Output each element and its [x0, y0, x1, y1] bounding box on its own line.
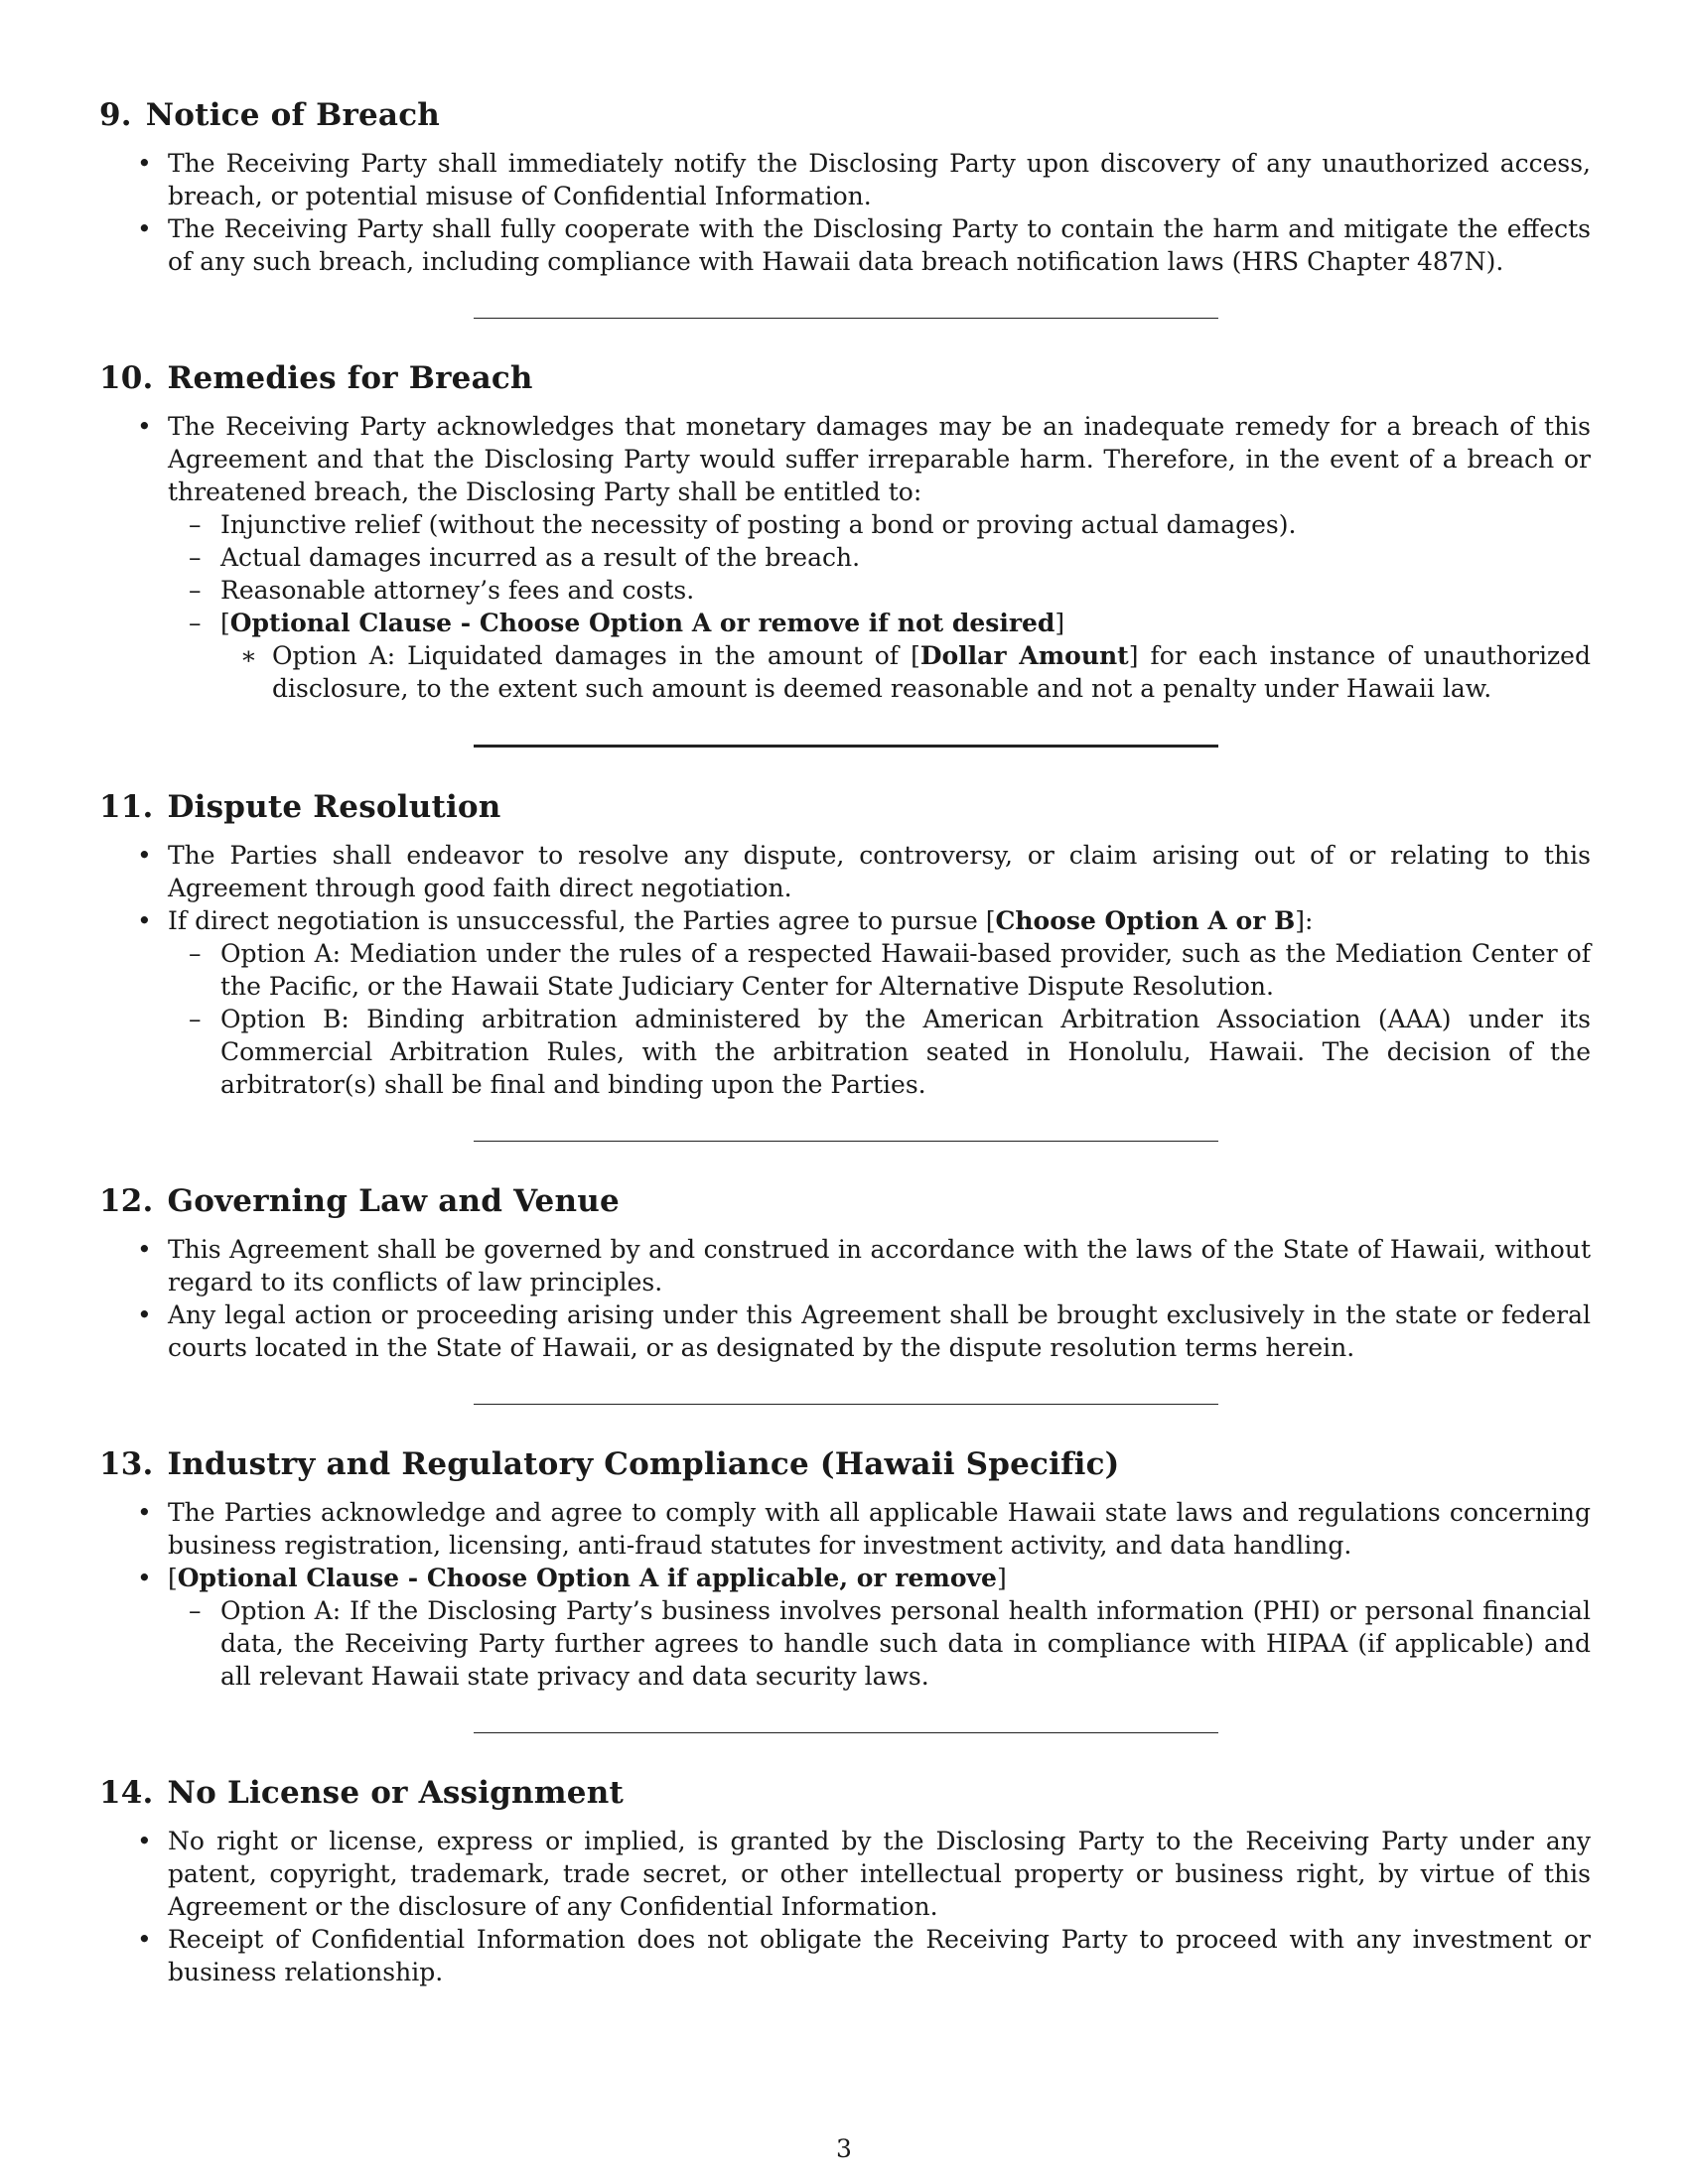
- list-item-text: The Receiving Party acknowledges that monetary damages may be an inadequate remedy for a breach of this Agreement and that the Disclosing Party would suffer irreparable harm. Therefore, in the event of a breach or threatened breach, the Disclosing Party shall be entitled to:: [168, 412, 1591, 506]
- bullet-list: [99, 1233, 1591, 1364]
- sub-list: [160, 1594, 1591, 1693]
- section-number: 14.: [99, 1775, 154, 1811]
- optional-clause-label: Optional Clause - Choose Option A or remove if not desired: [229, 609, 1055, 637]
- section-divider: [474, 1732, 1218, 1733]
- sub-list-item: – Injunctive relief (without the necessity of posting a bond or proving actual damages).: [160, 508, 1591, 541]
- list-item: • If direct negotiation is unsuccessful, the Parties agree to pursue [Choose Option A or B]: – Option A: Mediation under the rules of a respected Hawaii-based provider, such as the Mediation Center of the Pacific, or the Hawaii State Judiciary Center for Alternative Dispute Resolution. – Option B: Binding arbitration administered by the American Arbitration Association (AAA) under its Commercial Arbitration Rules, with the arbitration seated in Honolulu, Hawaii. The decision of the arbitrator(s) shall be final and binding upon the Parties.: [99, 904, 1591, 1101]
- sub-sub-list-item: ∗ Option A: Liquidated damages in the amount of [Dollar Amount] for each instance of unauthorized disclosure, to the extent such amount is deemed reasonable and not a penalty under Hawaii law.: [220, 639, 1591, 705]
- option-text: Option A: Liquidated damages in the amount of: [272, 641, 912, 670]
- section-heading: [99, 1181, 1591, 1221]
- section-divider: [474, 1141, 1218, 1142]
- section-heading: [99, 1444, 1591, 1484]
- section-dispute-resolution: [99, 787, 1591, 1101]
- section-number: 10.: [99, 360, 154, 396]
- section-heading: [99, 1773, 1591, 1813]
- list-item: • The Receiving Party shall fully cooperate with the Disclosing Party to contain the harm and mitigate the effects of any such breach, including compliance with Hawaii data breach notification laws (HRS Chapter 487N).: [99, 212, 1591, 278]
- bullet-list: [99, 1825, 1591, 1988]
- section-number: 13.: [99, 1446, 154, 1482]
- list-item: • The Parties shall endeavor to resolve any dispute, controversy, or claim arising out of or relating to this Agreement through good faith direct negotiation.: [99, 839, 1591, 904]
- option-text: for each instance of unauthorized disclosure, to the extent such amount is deemed reasonable and not a penalty under Hawaii law.: [272, 641, 1591, 703]
- section-divider: [474, 1404, 1218, 1405]
- sub-list: [160, 937, 1591, 1101]
- section-notice-of-breach: [99, 95, 1591, 278]
- list-item-text: If direct negotiation is unsuccessful, the Parties agree to pursue: [168, 906, 986, 935]
- section-divider: [474, 745, 1218, 748]
- optional-clause-label: Optional Clause - Choose Option A if applicable, or remove: [177, 1564, 997, 1592]
- sub-list-item: – Actual damages incurred as a result of the breach.: [160, 541, 1591, 574]
- sub-list: [160, 508, 1591, 705]
- sub-list-item: – Option B: Binding arbitration administered by the American Arbitration Association (AAA) under its Commercial Arbitration Rules, with the arbitration seated in Honolulu, Hawaii. The decision of the arbitrator(s) shall be final and binding upon the Parties.: [160, 1003, 1591, 1101]
- section-number: 12.: [99, 1183, 154, 1219]
- sub-list-item: – Reasonable attorney’s fees and costs.: [160, 574, 1591, 607]
- list-item: • No right or license, express or implied, is granted by the Disclosing Party to the Receiving Party under any patent, copyright, trademark, trade secret, or other intellectual property or business right, by virtue of this Agreement or the disclosure of any Confidential Information.: [99, 1825, 1591, 1923]
- sub-list-item: – [Optional Clause - Choose Option A or remove if not desired] ∗ Option A: Liquidated damages in the amount of [Dollar Amount] for each instance of unauthorized disclosure, to the extent such amount is deemed reasonable and not a penalty under Hawaii law.: [160, 607, 1591, 705]
- sub-list-item: – Option A: Mediation under the rules of a respected Hawaii-based provider, such as the Mediation Center of the Pacific, or the Hawaii State Judiciary Center for Alternative Dispute Resolution.: [160, 937, 1591, 1003]
- bullet-list: [99, 839, 1591, 1101]
- list-item: • Any legal action or proceeding arising under this Agreement shall be brought exclusively in the state or federal courts located in the State of Hawaii, or as designated by the dispute resolution terms herein.: [99, 1298, 1591, 1364]
- section-heading: [99, 95, 1591, 135]
- section-title: Dispute Resolution: [167, 789, 501, 825]
- section-heading: [99, 358, 1591, 398]
- section-title: Industry and Regulatory Compliance (Hawaii Specific): [167, 1446, 1120, 1482]
- list-item: • The Receiving Party shall immediately notify the Disclosing Party upon discovery of any unauthorized access, breach, or potential misuse of Confidential Information.: [99, 147, 1591, 212]
- section-title: Notice of Breach: [145, 97, 441, 133]
- section-title: Governing Law and Venue: [167, 1183, 620, 1219]
- list-item: • This Agreement shall be governed by and construed in accordance with the laws of the State of Hawaii, without regard to its conflicts of law principles.: [99, 1233, 1591, 1298]
- section-title: Remedies for Breach: [167, 360, 533, 396]
- list-item: • Receipt of Confidential Information does not obligate the Receiving Party to proceed with any investment or business relationship.: [99, 1923, 1591, 1988]
- section-number: 11.: [99, 789, 154, 825]
- sub-list-item: – Option A: If the Disclosing Party’s business involves personal health information (PHI) or personal financial data, the Receiving Party further agrees to handle such data in compliance with HIPAA (if applicable) and all relevant Hawaii state privacy and data security laws.: [160, 1594, 1591, 1693]
- bullet-list: [99, 147, 1591, 278]
- section-governing-law: [99, 1181, 1591, 1364]
- section-title: No License or Assignment: [167, 1775, 624, 1811]
- page-number: 3: [836, 2134, 852, 2163]
- choice-placeholder: Choose Option A or B: [995, 906, 1296, 935]
- sub-sub-list: [220, 639, 1591, 705]
- list-item: • The Parties acknowledge and agree to comply with all applicable Hawaii state laws and regulations concerning business registration, licensing, anti-fraud statutes for investment activity, and data handling.: [99, 1496, 1591, 1562]
- section-remedies-for-breach: [99, 358, 1591, 705]
- section-heading: [99, 787, 1591, 827]
- section-divider: [474, 318, 1218, 319]
- bullet-list: [99, 410, 1591, 705]
- section-number: 9.: [99, 97, 132, 133]
- bullet-list: [99, 1496, 1591, 1693]
- placeholder-dollar-amount: Dollar Amount: [919, 641, 1129, 670]
- list-item: [99, 410, 1591, 705]
- section-regulatory-compliance: [99, 1444, 1591, 1693]
- list-item: • [Optional Clause - Choose Option A if applicable, or remove] – Option A: If the Disclosing Party’s business involves personal health information (PHI) or personal financial data, the Receiving Party further agrees to handle such data in compliance with HIPAA (if applicable) and all relevant Hawaii state privacy and data security laws.: [99, 1562, 1591, 1693]
- document-page: [99, 95, 1591, 1988]
- section-no-license: [99, 1773, 1591, 1988]
